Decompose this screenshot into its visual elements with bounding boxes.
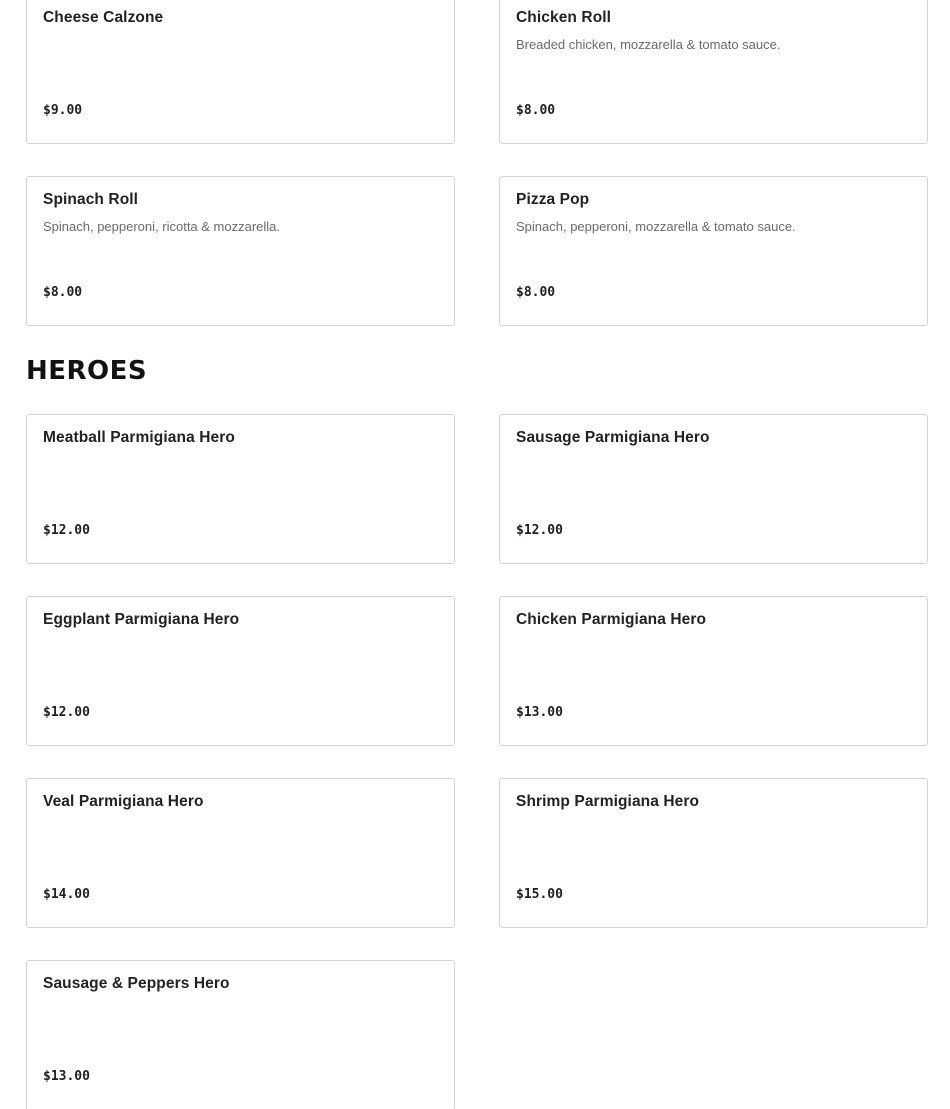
item-price: $8.00 [516,103,556,118]
item-price: $8.00 [43,285,83,300]
menu-item-card-sausage-parmigiana-hero[interactable] [499,414,928,564]
menu-item-card-shrimp-parmigiana-hero[interactable] [499,778,928,928]
item-price: $9.00 [43,103,83,118]
menu-item-card-veal-parmigiana-hero[interactable] [26,778,455,928]
item-name: Cheese Calzone [43,9,164,26]
menu-item-card-chicken-roll[interactable] [499,0,928,144]
item-name: Veal Parmigiana Hero [43,793,204,810]
item-price: $12.00 [43,705,90,720]
item-description: Spinach, pepperoni, mozzarella & tomato sauce. [516,219,796,234]
menu-item-card-cheese-calzone[interactable] [26,0,455,144]
item-price: $12.00 [516,523,563,538]
item-price: $14.00 [43,887,90,902]
menu-item-card-spinach-roll[interactable] [26,176,455,326]
item-name: Spinach Roll [43,191,139,208]
item-name: Meatball Parmigiana Hero [43,429,235,446]
item-name: Chicken Roll [516,9,612,26]
item-name: Shrimp Parmigiana Hero [516,793,700,810]
item-name: Sausage Parmigiana Hero [516,429,710,446]
section-title-heroes: HEROES [26,356,148,386]
item-description: Spinach, pepperoni, ricotta & mozzarella. [43,219,281,234]
item-name: Eggplant Parmigiana Hero [43,611,240,628]
item-description: Breaded chicken, mozzarella & tomato sauce. [516,37,781,52]
item-price: $15.00 [516,887,563,902]
item-name: Pizza Pop [516,191,590,208]
menu-item-card-chicken-parmigiana-hero[interactable] [499,596,928,746]
menu-item-card-meatball-parmigiana-hero[interactable] [26,414,455,564]
item-price: $13.00 [43,1069,90,1084]
item-price: $13.00 [516,705,563,720]
item-name: Sausage & Peppers Hero [43,975,230,992]
item-price: $8.00 [516,285,556,300]
item-price: $12.00 [43,523,90,538]
menu-item-card-eggplant-parmigiana-hero[interactable] [26,596,455,746]
menu-item-card-sausage-peppers-hero[interactable] [26,960,455,1109]
item-name: Chicken Parmigiana Hero [516,611,707,628]
menu-item-card-pizza-pop[interactable] [499,176,928,326]
